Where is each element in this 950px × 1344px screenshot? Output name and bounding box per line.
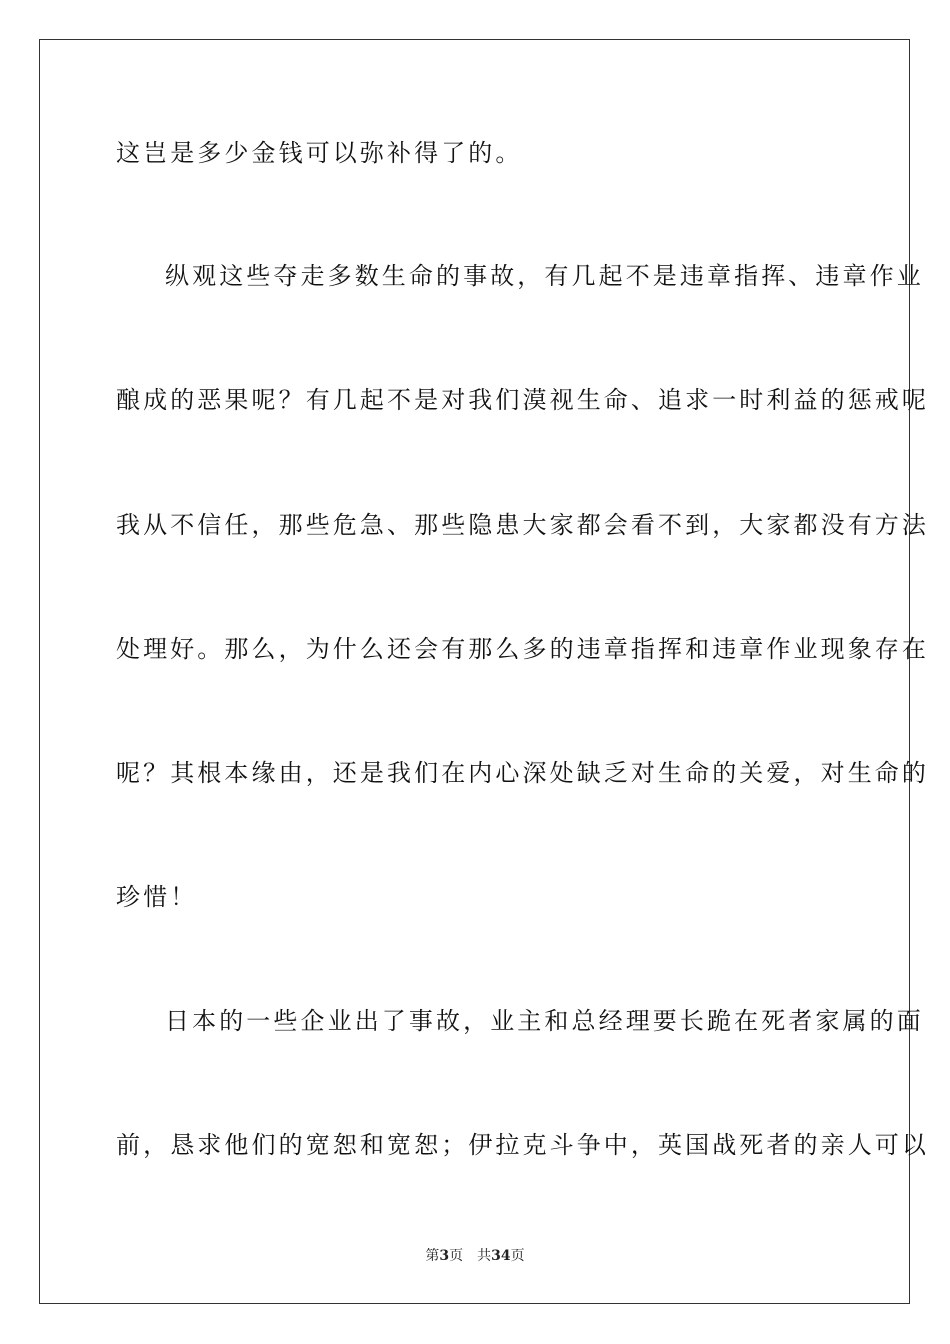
page-border [39, 39, 910, 1304]
page-footer [0, 1247, 950, 1265]
footer-total-prefix: 共 [477, 1248, 492, 1264]
text-line-1: 这岂是多少金钱可以弥补得了的。 [116, 139, 523, 167]
text-line-8: 日本的一些企业出了事故，业主和总经理要长跪在死者家属的面 [165, 1007, 924, 1035]
text-line-9: 前，恳求他们的宽恕和宽恕；伊拉克斗争中，英国战死者的亲人可以 [116, 1131, 929, 1159]
footer-total-pages: 34 [491, 1248, 511, 1264]
text-line-4: 我从不信任，那些危急、那些隐患大家都会看不到，大家都没有方法 [116, 511, 929, 539]
text-line-7: 珍惜！ [116, 883, 198, 911]
footer-total-suffix: 页 [510, 1248, 525, 1264]
text-line-6: 呢？其根本缘由，还是我们在内心深处缺乏对生命的关爱，对生命的 [116, 759, 929, 787]
footer-page-suffix: 页 [449, 1248, 464, 1264]
footer-page-prefix: 第 [425, 1248, 440, 1264]
text-line-3: 酿成的恶果呢？有几起不是对我们漠视生命、追求一时利益的惩戒呢 [116, 386, 929, 414]
text-line-2: 纵观这些夺走多数生命的事故，有几起不是违章指挥、违章作业 [165, 262, 924, 290]
text-line-5: 处理好。那么，为什么还会有那么多的违章指挥和违章作业现象存在 [116, 635, 929, 663]
footer-page-number: 3 [439, 1248, 450, 1264]
